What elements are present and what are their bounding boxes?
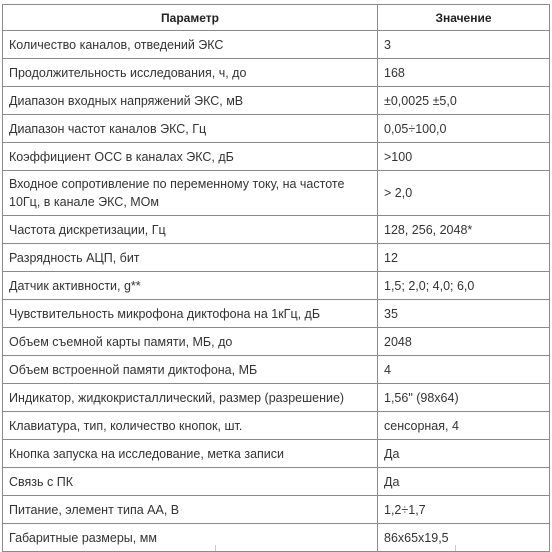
table-header-row xyxy=(3,5,550,31)
value-cell: 4 xyxy=(378,356,550,384)
value-cell: 86x65x19,5 xyxy=(378,524,550,552)
table-row xyxy=(3,440,550,468)
value-cell: 35 xyxy=(378,300,550,328)
divider-tick xyxy=(455,545,456,551)
param-cell: Габаритные размеры, мм xyxy=(3,524,378,552)
param-cell: Объем встроенной памяти диктофона, МБ xyxy=(3,356,378,384)
param-cell: Частота дискретизации, Гц xyxy=(3,216,378,244)
table-row xyxy=(3,328,550,356)
param-cell: Количество каналов, отведений ЭКС xyxy=(3,31,378,59)
value-cell: 0,05÷100,0 xyxy=(378,115,550,143)
table-row xyxy=(3,87,550,115)
specifications-table xyxy=(2,4,550,552)
param-cell: Диапазон входных напряжений ЭКС, мВ xyxy=(3,87,378,115)
value-cell: 1,2÷1,7 xyxy=(378,496,550,524)
value-cell: 1,56" (98x64) xyxy=(378,384,550,412)
column-header-value: Значение xyxy=(378,5,550,31)
column-header-param: Параметр xyxy=(3,5,378,31)
value-cell: 3 xyxy=(378,31,550,59)
param-cell: Клавиатура, тип, количество кнопок, шт. xyxy=(3,412,378,440)
param-cell: Индикатор, жидкокристаллический, размер (разрешение) xyxy=(3,384,378,412)
table-row xyxy=(3,384,550,412)
param-cell: Коэффициент ОСС в каналах ЭКС, дБ xyxy=(3,143,378,171)
param-cell: Чувствительность микрофона диктофона на 1кГц, дБ xyxy=(3,300,378,328)
table-row xyxy=(3,524,550,552)
table-row xyxy=(3,115,550,143)
value-cell: 168 xyxy=(378,59,550,87)
table-row xyxy=(3,468,550,496)
value-cell: ±0,0025 ±5,0 xyxy=(378,87,550,115)
param-cell: Датчик активности, g** xyxy=(3,272,378,300)
param-cell: Разрядность АЦП, бит xyxy=(3,244,378,272)
table-row xyxy=(3,171,550,216)
value-cell: 128, 256, 2048* xyxy=(378,216,550,244)
value-cell: 2048 xyxy=(378,328,550,356)
param-cell: Продолжительность исследования, ч, до xyxy=(3,59,378,87)
param-cell: Связь с ПК xyxy=(3,468,378,496)
table-row xyxy=(3,216,550,244)
param-cell: Питание, элемент типа АА, В xyxy=(3,496,378,524)
value-cell: >100 xyxy=(378,143,550,171)
table-row xyxy=(3,356,550,384)
table-row xyxy=(3,272,550,300)
param-cell: Диапазон частот каналов ЭКС, Гц xyxy=(3,115,378,143)
param-cell: Кнопка запуска на исследование, метка записи xyxy=(3,440,378,468)
value-cell: 12 xyxy=(378,244,550,272)
value-cell: Да xyxy=(378,468,550,496)
table-row xyxy=(3,244,550,272)
table-row xyxy=(3,412,550,440)
table-row xyxy=(3,31,550,59)
value-cell: Да xyxy=(378,440,550,468)
value-cell: сенсорная, 4 xyxy=(378,412,550,440)
param-cell: Входное сопротивление по переменному току, на частоте 10Гц, в канале ЭКС, МОм xyxy=(3,171,378,216)
table-row xyxy=(3,143,550,171)
value-cell: 1,5; 2,0; 4,0; 6,0 xyxy=(378,272,550,300)
table-row xyxy=(3,59,550,87)
table-row xyxy=(3,496,550,524)
divider-tick xyxy=(215,545,216,551)
param-cell: Объем съемной карты памяти, МБ, до xyxy=(3,328,378,356)
value-cell: > 2,0 xyxy=(378,171,550,216)
table-row xyxy=(3,300,550,328)
